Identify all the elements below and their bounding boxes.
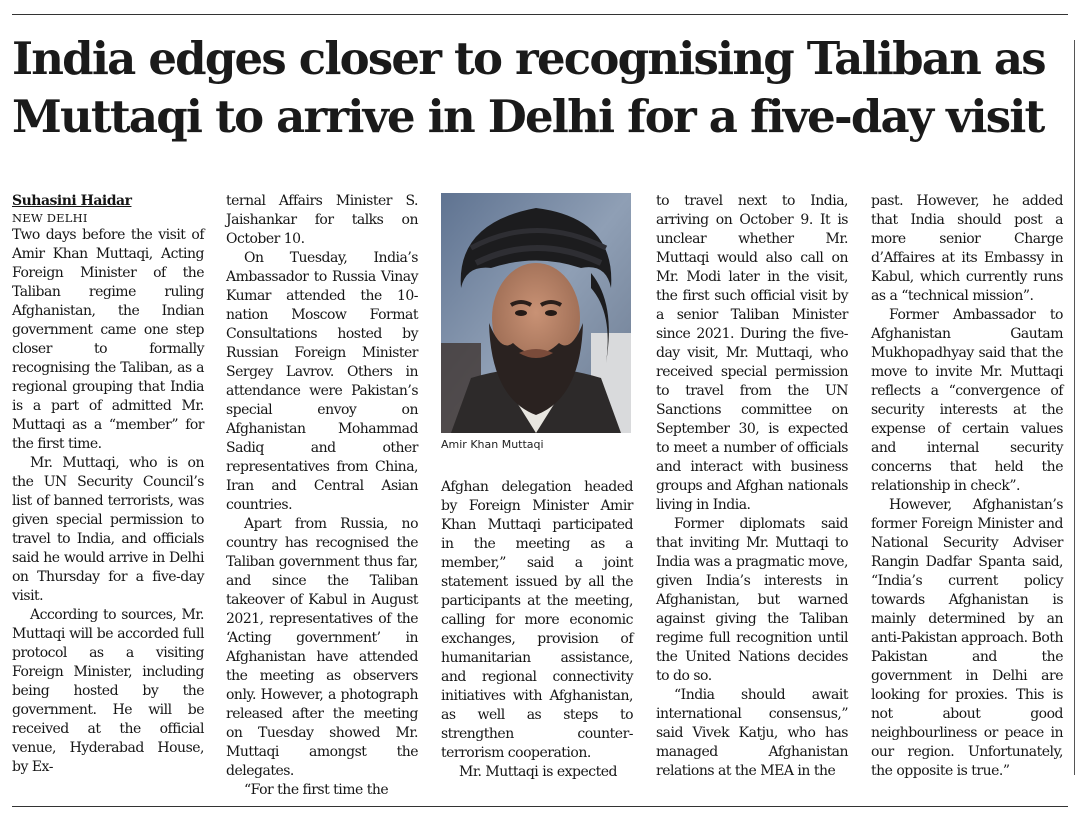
headline-line-1: India edges closer to recognising Taliban as (12, 32, 1045, 85)
dateline: NEW DELHI (12, 211, 88, 225)
photo-caption: Amir Khan Muttaqi (441, 438, 544, 451)
paragraph: However, Afghanistan’s former Foreign Minister and National Security Adviser Rangin Dadfar Spanta said, “India’s current policy towards Afghanistan is mainly determined by an anti-Pakistan approach. Both Pakistan and the government in Delhi are looking for proxies. This is not about good neighbourliness or peace in our region. Unfortunately, the opposite is true.” (871, 497, 1063, 779)
paragraph: Former diplomats said that inviting Mr. Muttaqi to India was a pragmatic move, given India’s interests in Afghanistan, but warned against giving the Taliban regime full recognition until the United Nations decides to do so. (656, 516, 848, 684)
headline (12, 30, 1062, 146)
column-5 (871, 192, 1063, 781)
column-4 (656, 192, 848, 781)
headline-line-2: Muttaqi to arrive in Delhi for a five-day visit (12, 90, 1044, 143)
column-1 (12, 192, 204, 777)
top-rule (12, 14, 1068, 15)
paragraph: On Tuesday, India’s Ambassador to Russia Vinay Kumar attended the 10-nation Moscow Format Consultations hosted by Russian Foreign Minister Sergey Lavrov. Others in attendance were Pakistan’s special envoy on Afghanistan Mohammad Sadiq and other representatives from China, Iran and Central Asian countries. (226, 250, 418, 513)
column-3 (441, 478, 633, 782)
paragraph: “India should await international consensus,” said Vivek Katju, who has managed Afghanistan relations at the MEA in the (656, 687, 848, 779)
paragraph: According to sources, Mr. Muttaqi will be accorded full protocol as a visiting Foreign Minister, including being hosted by the government. He will be received at the official venue, Hyderabad House, by Ex- (12, 607, 204, 775)
right-edge-rule (1074, 40, 1075, 775)
paragraph: Mr. Muttaqi, who is on the UN Security Council’s list of banned terrorists, was given special permission to travel to India, and officials said he would arrive in Delhi on Thursday for a five-day visit. (12, 455, 204, 604)
paragraph: past. However, he added that India should post a more senior Charge d’Affaires at its Embassy in Kabul, which currently runs as a “technical mission”. (871, 193, 1063, 304)
portrait-photo (441, 193, 631, 433)
paragraph: to travel next to India, arriving on October 9. It is unclear whether Mr. Muttaqi would also call on Mr. Modi later in the visit, the first such official visit by a senior Taliban Minister since 2021. During the five-day visit, Mr. Muttaqi, who received special permission to travel from the UN Sanctions committee on September 30, is expected to meet a number of officials and interact with business groups and Afghan nationals living in India. (656, 193, 848, 513)
paragraph: “For the first time the (244, 782, 389, 798)
bottom-rule (12, 806, 1068, 807)
byline[interactable]: Suhasini Haidar (12, 193, 132, 209)
paragraph: Former Ambassador to Afghanistan Gautam Mukhopadhyay said that the move to invite Mr. Muttaqi reflects a “convergence of security interests at the expense of certain values and internal security concerns that held the relationship in check”. (871, 307, 1063, 494)
paragraph: ternal Affairs Minister S. Jaishankar for talks on October 10. (226, 193, 418, 247)
column-2 (226, 192, 418, 800)
paragraph: Afghan delegation headed by Foreign Minister Amir Khan Muttaqi participated in the meeting as a member,” said a joint statement issued by all the participants at the meeting, calling for more economic exchanges, provision of humanitarian assistance, and regional connectivity initiatives with Afghanistan, as well as steps to strengthen counter-terrorism cooperation. (441, 479, 633, 761)
paragraph: Mr. Muttaqi is expected (459, 764, 617, 780)
portrait-photo-icon (441, 193, 631, 433)
paragraph: Apart from Russia, no country has recognised the Taliban government thus far, and since the Taliban takeover of Kabul in August 2021, representatives of the ‘Acting government’ in Afghanistan have attended the meeting as observers only. However, a photograph released after the meeting on Tuesday showed Mr. Muttaqi amongst the delegates. (226, 516, 418, 779)
paragraph: Two days before the visit of Amir Khan Muttaqi, Acting Foreign Minister of the Taliban regime ruling Afghanistan, the Indian government came one step closer to formally recognising the Taliban, as a regional grouping that India is a part of admitted Mr. Muttaqi as a “member” for the first time. (12, 227, 204, 452)
